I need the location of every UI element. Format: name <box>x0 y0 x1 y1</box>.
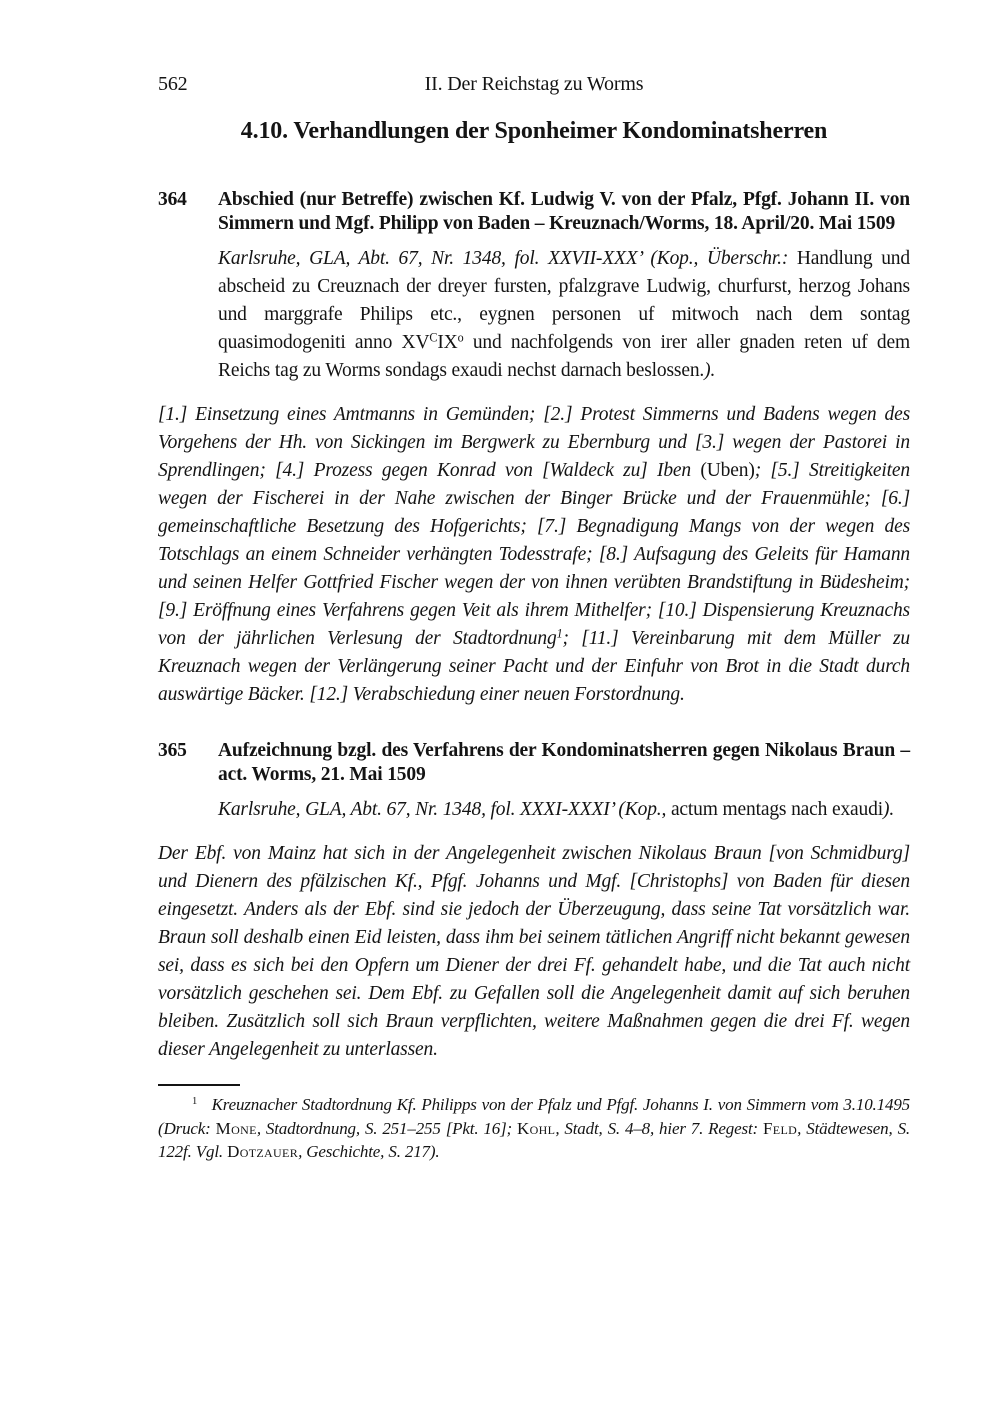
text-segment-i: Karlsruhe, GLA, Abt. 67, Nr. 1348, fol. XXXI-XXXI’ (Kop., <box>218 799 671 820</box>
footnote-block <box>158 1084 910 1164</box>
text-segment-sc: Kohl <box>517 1118 556 1138</box>
text-segment-i: ). <box>882 799 895 820</box>
text-segment-r: (Uben) <box>700 460 755 481</box>
footnote-1 <box>158 1093 910 1164</box>
text-segment-sc: Dotzauer <box>227 1142 299 1161</box>
text-segment-i: Kreuznacher Stadtordnung Kf. Philipps von der Pfalz und Pfgf. Johanns I. von Simmern vom 3.10.1495 (Druck: <box>158 1095 910 1138</box>
text-segment-sup: o <box>457 330 464 345</box>
footnote-separator-rule <box>158 1084 240 1086</box>
text-segment-i: , Stadt, S. 4–8, hier 7. Regest: <box>555 1118 764 1138</box>
entry-364-summary <box>158 401 910 709</box>
text-segment-i: , Stadtordnung, S. 251–255 [Pkt. 16]; <box>256 1118 517 1138</box>
entry-365-summary <box>158 840 910 1064</box>
text-segment-r: und nachfolgends von irer aller gnaden reten uf dem Reichs tag zu Worms sondags exaudi nechst darnach beslossen. <box>218 332 910 381</box>
text-segment-i: , Geschichte, S. 217). <box>298 1142 440 1161</box>
text-segment-r: IX <box>437 332 458 353</box>
entry-364 <box>158 188 910 385</box>
page-header <box>158 72 910 96</box>
text-segment-sc: Mone <box>215 1118 257 1138</box>
entry-365-heading: Aufzeichnung bzgl. des Verfahrens der Kondominatsherren gegen Nikolaus Braun – act. Worms, 21. Mai 1509 <box>218 740 910 785</box>
text-segment-i: , Städtewesen, S. 122f. Vgl. <box>158 1118 911 1161</box>
running-head-title: II. Der Reichstag zu Worms <box>424 73 644 95</box>
text-segment-i: ). <box>704 360 716 381</box>
text-segment-i: ; [5.] Streitigkeiten wegen der Fischerei in der Nahe zwischen der Binger Brücke und der Frauenmühle; [6.] gemeinschaftliche Besetzung des Hofgerichts; [7.] Begnadigung Mangs von der wegen des Totschlags an einem Schneider verhängten Todesstrafe; [8.] Aufsagung des Geleits für Hamann und seinen Helfer Gottfried Fischer wegen der von ihnen verübten Brandstiftung in Büdesheim; [9.] Eröffnung eines Verfahrens gegen Veit als ihrem Mithelfer; [10.] Dispensierung Kreuznachs von der jährlichen Verlesung der Stadtordnung <box>158 460 910 649</box>
entry-364-heading-row <box>158 188 910 236</box>
entry-364-archival-source <box>218 245 910 385</box>
text-segment-r: Handlung und abscheid zu Creuznach der dreyer fursten, pfalzgrave Ludwig, churfurst, herzog Johans und marggrafe Philips etc., eygnen personen uf mitwoch nach dem sontag quasimodogeniti anno XV <box>218 248 910 353</box>
text-segment-sc: Feld <box>763 1118 798 1138</box>
page-number: 562 <box>158 73 188 95</box>
entry-365-archival-source <box>218 796 910 824</box>
text-segment-i: [1.] Einsetzung eines Amtmanns in Gemünden; [2.] Protest Simmerns und Badens wegen des Vorgehens der Hh. von Sickingen im Bergwerk zu Ebernburg und [3.] wegen der Pastorei in Sprendlingen; [4.] Prozess gegen Konrad von [Waldeck zu] Iben <box>158 404 910 481</box>
text-segment-sup: C <box>429 330 438 345</box>
entry-365-number: 365 <box>158 740 187 761</box>
text-segment-sup: 1 <box>192 1096 198 1108</box>
text-segment-i: Karlsruhe, GLA, Abt. 67, Nr. 1348, fol. XXVII-XXX’ (Kop., Überschr.: <box>218 248 797 269</box>
entry-365 <box>158 739 910 824</box>
text-segment-r: actum mentags nach exaudi <box>670 799 883 820</box>
section-title: 4.10. Verhandlungen der Sponheimer Kondominatsherren <box>240 118 828 144</box>
entry-364-number: 364 <box>158 189 187 210</box>
entry-365-heading-row <box>158 739 910 787</box>
text-segment-isup: 1 <box>556 626 563 641</box>
text-segment-i: Der Ebf. von Mainz hat sich in der Angelegenheit zwischen Nikolaus Braun [von Schmidburg] und Dienern des pfälzischen Kf., Pfgf. Johanns und Mgf. [Christophs] von Baden für diesen eingesetzt. Anders als der Ebf. sind sie jedoch der Überzeugung, dass seine Tat vorsätzlich war. Braun soll deshalb einen Eid leisten, dass ihm bei seinem tätlichen Angriff nicht bekannt gewesen sei, dass es sich bei den Opfern um Diener der drei Ff. gehandelt habe, und die Tat auch nicht vorsätzlich geschehen sei. Dem Ebf. zu Gefallen soll die Angelegenheit damit auf sich beruhen bleiben. Zusätzlich soll sich Braun verpflichten, weitere Maßnahmen gegen die drei Ff. wegen dieser Angelegenheit zu unterlassen. <box>158 843 910 1060</box>
text-segment-i: ; [11.] Vereinbarung mit dem Müller zu Kreuznach wegen der Verlängerung seiner Pacht und der Einfuhr von Brot in die Stadt durch auswärtige Bäcker. [12.] Verabschiedung einer neuen Forstordnung. <box>158 628 910 705</box>
entry-364-heading: Abschied (nur Betreffe) zwischen Kf. Ludwig V. von der Pfalz, Pfgf. Johann II. von Simmern und Mgf. Philipp von Baden – Kreuznach/Worms, 18. April/20. Mai 1509 <box>218 189 910 234</box>
